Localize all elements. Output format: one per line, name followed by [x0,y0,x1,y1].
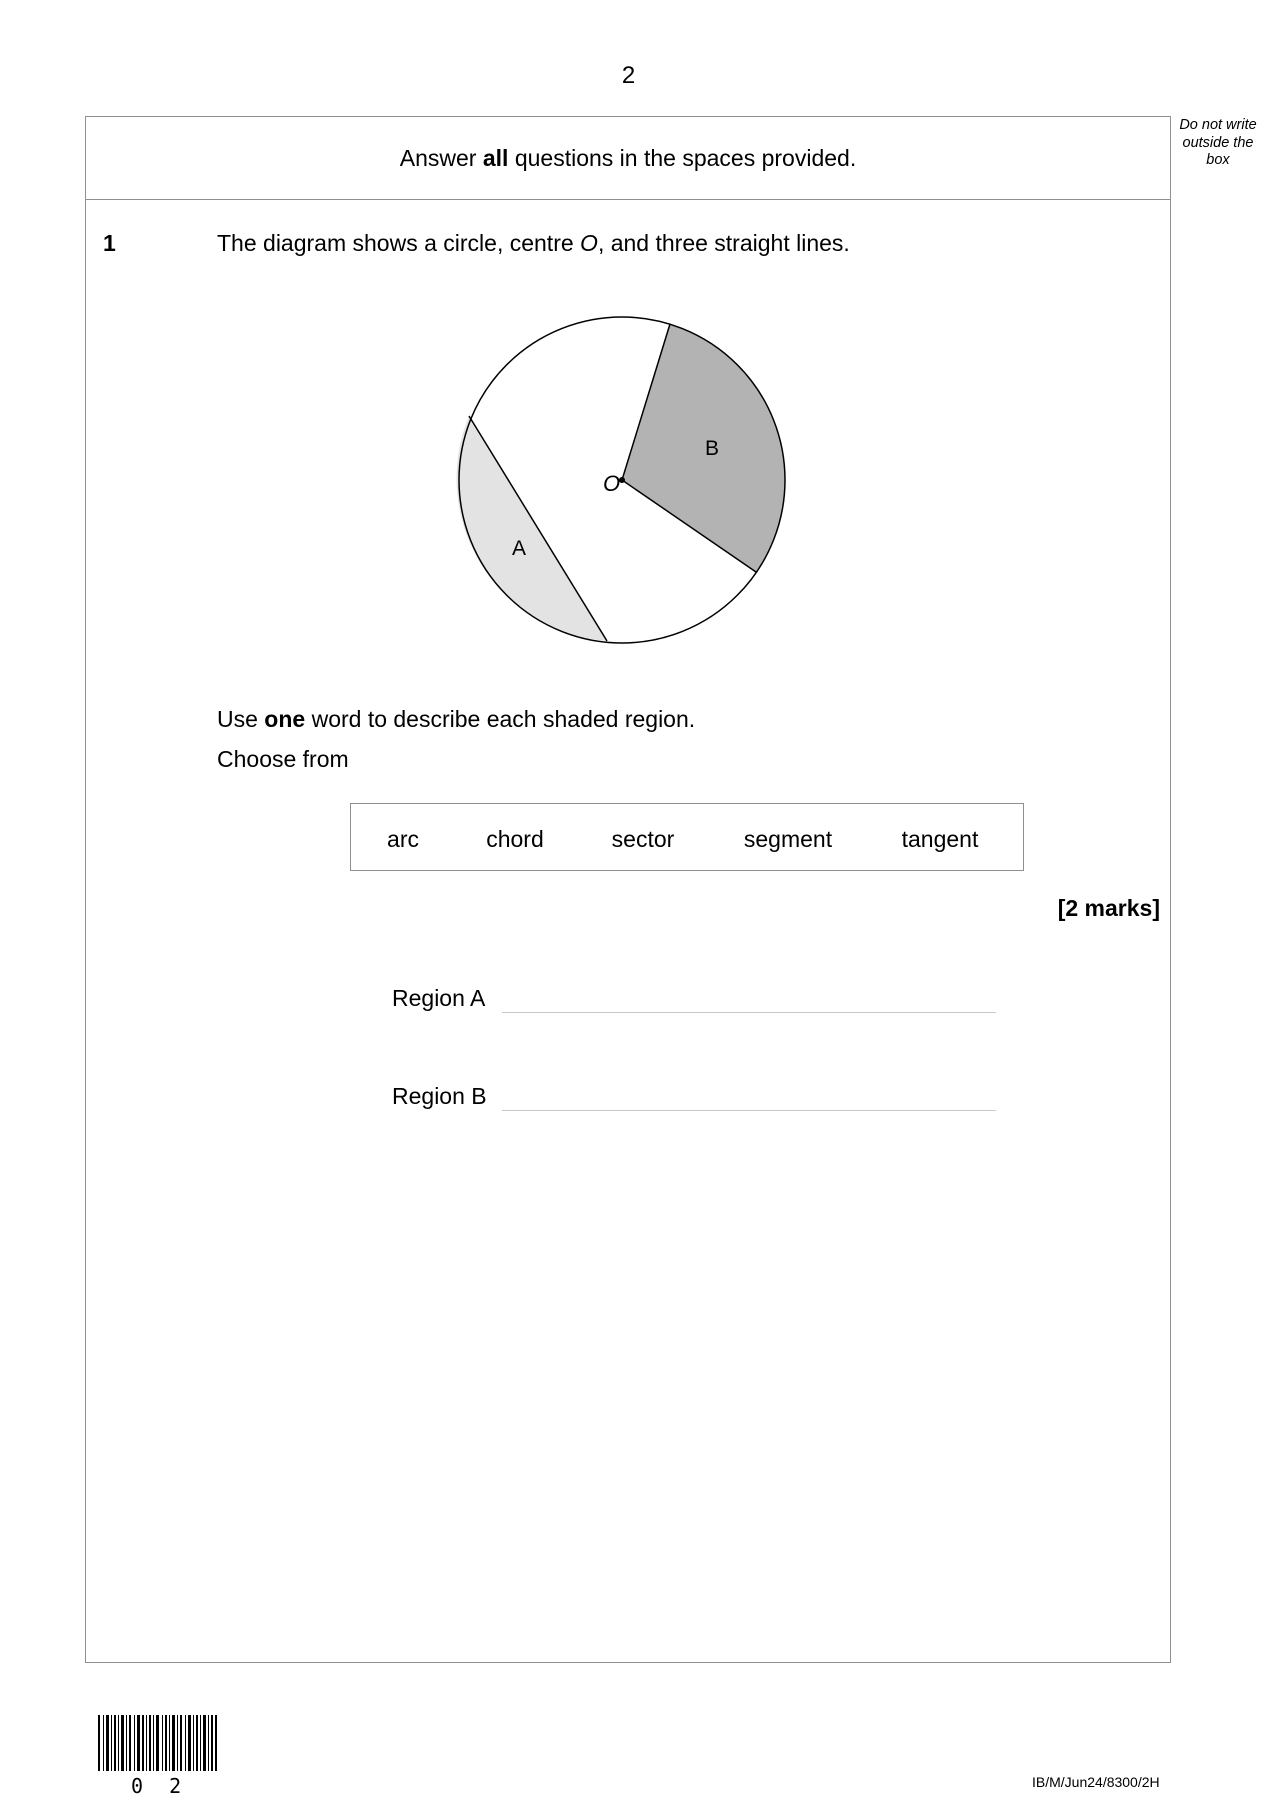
question-stem-text: , and three straight lines. [597,230,850,256]
word-option: tangent [901,826,979,852]
region-b-label: B [705,437,720,460]
question-stem [217,230,850,257]
centre-name: O [580,230,598,256]
question-stem-text: The diagram shows a circle, centre [217,230,581,256]
barcode-digits: 0 2 [131,1774,189,1798]
region-a-segment [457,416,607,641]
instruction-emphasis: all [482,145,509,171]
centre-label: O [603,471,621,496]
instruction-text: Answer [399,145,483,171]
prompt-text: word to describe each shaded region. [305,706,696,732]
region-a-answer-label: Region A [392,985,486,1011]
paper-reference: IB/M/Jun24/8300/2H [1032,1774,1160,1790]
instruction [85,145,1171,172]
word-option: chord [486,826,544,852]
prompt-emphasis: one [264,706,306,732]
marks-label: [2 marks] [1057,895,1160,921]
word-option: arc [387,826,419,852]
word-option: sector [611,826,675,852]
prompt-text: Use [217,706,265,732]
instruction-text: questions in the spaces provided. [508,145,857,171]
barcode [98,1715,218,1771]
region-b-sector [622,324,785,572]
region-b-answer-label: Region B [392,1083,487,1109]
prompt [217,706,695,733]
choose-from: Choose from [217,746,349,772]
region-b-answer-line[interactable] [502,1110,996,1111]
margin-note [1168,117,1268,170]
circle-diagram [440,300,800,660]
region-a-answer-line[interactable] [502,1012,996,1013]
page-number: 2 [621,62,636,89]
margin-note-line: box [1206,152,1230,168]
margin-note-line: outside the [1182,134,1254,151]
margin-note-line: Do not write [1179,117,1257,133]
word-option: segment [743,826,833,852]
header-divider [85,199,1171,200]
word-options-box [350,803,1024,871]
region-a-label: A [512,537,527,560]
question-number: 1 [103,230,116,256]
